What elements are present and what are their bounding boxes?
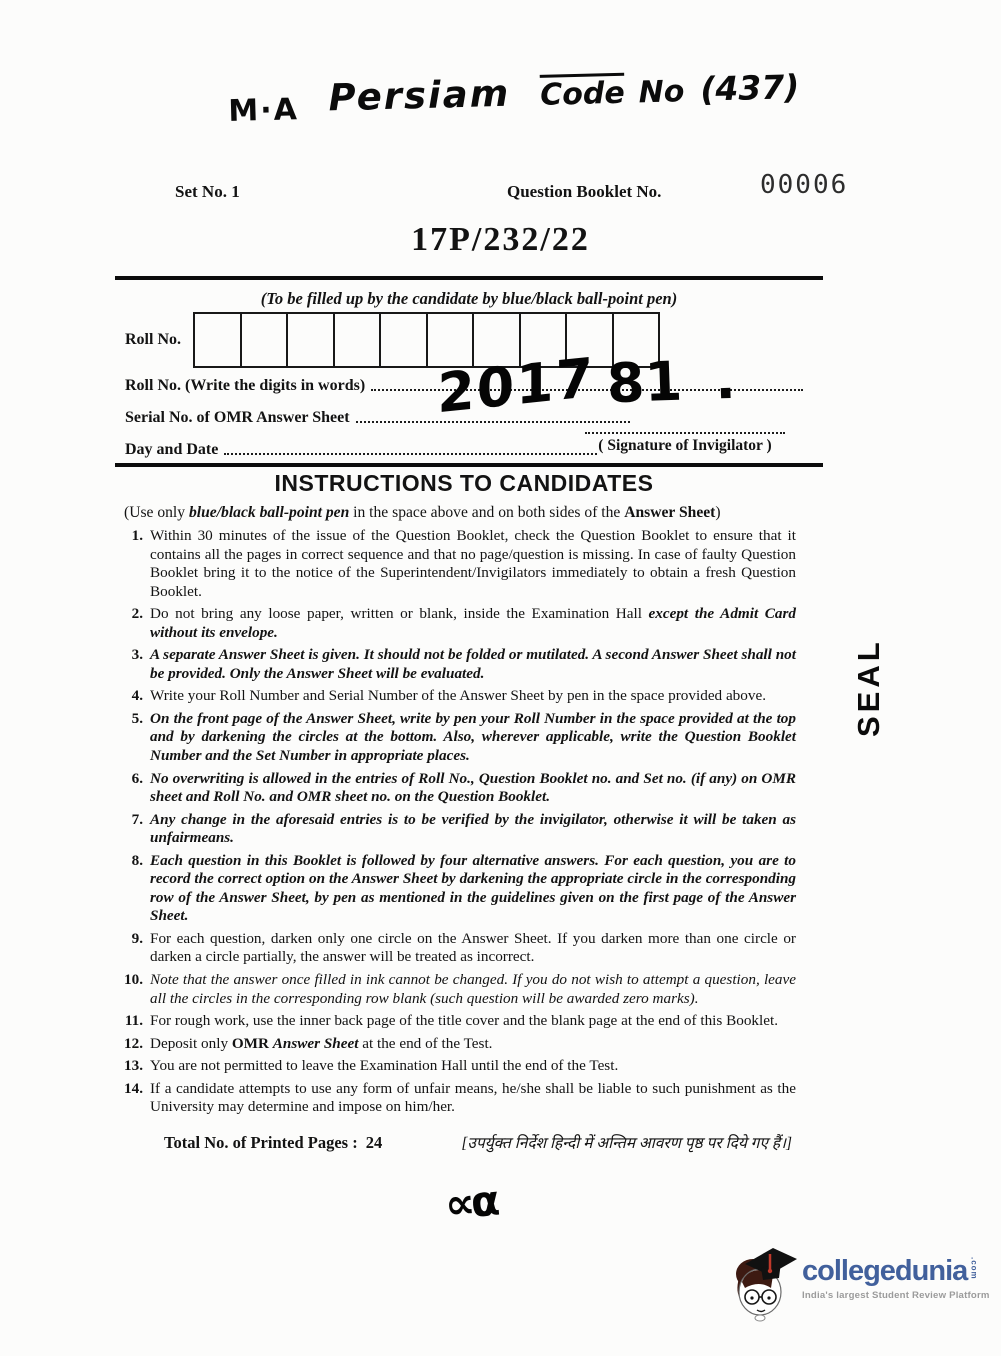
handwritten-course-title xyxy=(227,65,800,130)
text-segment: On the front page of the Answer Sheet, write by pen your Roll Number in the space provided at the top and by darkening the circles at the bottom. Also, wherever applicable, write the Question Booklet Number and the Set Number in appropriate places. xyxy=(150,709,796,765)
dotted-line xyxy=(585,426,785,434)
instruction-text xyxy=(150,1057,810,1076)
day-date-label: Day and Date xyxy=(125,441,219,458)
instruction-text xyxy=(150,852,810,926)
text-segment: ) xyxy=(715,504,721,521)
text-segment: Do not bring any loose paper, written or blank, inside the Examination Hall xyxy=(150,605,649,623)
fill-instruction-note: (To be filled up by the candidate by blue/black ball-point pen) xyxy=(260,289,678,308)
text-segment: For each question, darken only one circle on the Answer Sheet. If you darken more than one circle or darken a circle partially, the answer will be treated as incorrect. xyxy=(150,929,796,966)
roll-box-cell xyxy=(379,312,428,368)
handwritten-no-word: No xyxy=(638,74,685,111)
instruction-text xyxy=(150,1080,810,1117)
instruction-text xyxy=(150,811,810,848)
footer-row xyxy=(118,1131,810,1153)
instruction-item xyxy=(118,811,810,848)
instruction-item xyxy=(118,1035,810,1054)
set-number-label: Set No. 1 xyxy=(175,182,240,201)
text-segment: OMR xyxy=(231,1034,273,1052)
roll-no-label: Roll No. xyxy=(125,331,181,348)
instruction-number: 7. xyxy=(131,810,143,828)
invigilator-signature-block xyxy=(585,426,785,455)
instruction-text xyxy=(150,710,810,766)
instructions-section xyxy=(118,470,810,1153)
instruction-item xyxy=(118,930,810,967)
instruction-number: 14. xyxy=(124,1079,143,1097)
roll-box-cell xyxy=(240,312,289,368)
dotted-line xyxy=(224,453,597,455)
instructions-list xyxy=(118,527,810,1117)
instruction-text xyxy=(150,930,810,967)
handwritten-code-word: Code xyxy=(539,75,626,113)
text-segment: You are not permitted to leave the Examination Hall until the end of the Test. xyxy=(150,1057,619,1075)
handwritten-serial-entry: 2017 xyxy=(437,345,595,426)
text-segment: Answer Sheet xyxy=(272,1034,359,1052)
hindi-note: [उपर्युक्त निर्देश हिन्दी में अन्तिम आवरण पृष्ठ पर दिये गए हैं।] xyxy=(461,1134,792,1152)
text-segment: Any change in the aforesaid entries is to be verified by the invigilator, otherwise it will be taken as unfairmeans. xyxy=(150,810,796,847)
handwritten-mark: ∝α xyxy=(442,1175,498,1230)
logo-text xyxy=(802,1244,990,1322)
instruction-number: 12. xyxy=(124,1034,143,1052)
brand-tagline: India's largest Student Review Platform xyxy=(802,1290,990,1301)
dotted-line xyxy=(356,421,630,423)
text-segment: For rough work, use the inner back page of the title cover and the blank page at the end of this Booklet. xyxy=(150,1012,778,1030)
instruction-number: 11. xyxy=(124,1012,143,1030)
total-pages-label: Total No. of Printed Pages : xyxy=(164,1132,358,1152)
text-segment: at the end of the Test. xyxy=(358,1034,493,1052)
text-segment: Deposit only xyxy=(150,1034,232,1052)
brand-suffix: .com xyxy=(969,1257,979,1280)
text-segment: (Use only xyxy=(124,504,189,521)
instruction-text xyxy=(150,770,810,807)
text-segment: in the space above and on both sides of the xyxy=(349,504,625,521)
text-segment: except the Admit Card without its envelope. xyxy=(150,605,796,641)
roll-box-cell xyxy=(286,312,335,368)
brand-wordmark: collegedunia xyxy=(802,1255,968,1287)
instruction-item xyxy=(118,605,810,642)
text-segment: Answer Sheet xyxy=(624,504,716,521)
instruction-text xyxy=(150,971,810,1008)
instruction-item xyxy=(118,527,810,601)
instruction-item xyxy=(118,1080,810,1117)
instruction-number: 6. xyxy=(131,769,143,787)
instruction-text xyxy=(150,605,810,642)
text-segment: Each question in this Booklet is followed by four alternative answers. For each question, you are to record the correct option on the Answer Sheet by darkening the appropriate circle in the corresponding row of the Answer Sheet, by pen as mentioned in the guidelines given on the first page of the Answer Sheet. xyxy=(150,851,796,925)
instructions-title: INSTRUCTIONS TO CANDIDATES xyxy=(274,470,654,496)
instruction-number: 5. xyxy=(131,709,143,727)
collegedunia-logo xyxy=(733,1244,1001,1322)
question-booklet-label: Question Booklet No. xyxy=(507,182,662,201)
invigilator-signature-label: ( Signature of Invigilator ) xyxy=(598,437,772,454)
roll-box-cell xyxy=(193,312,242,368)
instruction-number: 2. xyxy=(131,605,143,623)
instruction-item xyxy=(118,1057,810,1076)
question-booklet-number: 00006 xyxy=(760,170,849,200)
text-segment: Write your Roll Number and Serial Number of the Answer Sheet by pen in the space provided above. xyxy=(150,687,767,705)
handwritten-code-number: (437) xyxy=(699,67,800,109)
instruction-number: 4. xyxy=(131,687,143,705)
instruction-number: 1. xyxy=(131,527,143,544)
day-date-row xyxy=(125,441,597,459)
total-pages xyxy=(164,1133,382,1153)
candidate-fill-section xyxy=(115,276,823,467)
text-segment: A separate Answer Sheet is given. It should not be folded or mutilated. A second Answer Sheet shall not be provided. Only the Answer Sheet will be evaluated. xyxy=(150,646,796,682)
roll-box-cell xyxy=(333,312,382,368)
total-pages-value: 24 xyxy=(365,1132,383,1152)
instruction-item xyxy=(118,710,810,766)
instruction-item xyxy=(118,971,810,1008)
instruction-item xyxy=(118,1012,810,1031)
text-segment: blue/black ball-point pen xyxy=(188,504,350,521)
seal-text: SEAL xyxy=(851,638,886,738)
roll-words-label: Roll No. (Write the digits in words) xyxy=(125,377,366,394)
text-segment: If a candidate attempts to use any form of unfair means, he/she shall be liable to such punishment as the University may determine and impose on him/her. xyxy=(150,1079,796,1116)
instruction-item xyxy=(118,646,810,683)
instruction-text xyxy=(150,687,810,706)
handwritten-subject: Persiam xyxy=(327,71,511,120)
instruction-text xyxy=(150,646,810,683)
instructions-intro xyxy=(118,504,810,522)
instruction-text xyxy=(150,527,810,601)
text-segment: No overwriting is allowed in the entries of Roll No., Question Booklet no. and Set no. (if any) on OMR sheet and Roll No. and OMR sheet no. on the Question Booklet. xyxy=(150,769,796,806)
instruction-text xyxy=(150,1035,810,1054)
text-segment: Note that the answer once filled in ink cannot be changed. If you do not wish to attempt a question, leave all the circles in the corresponding row blank (such question will be awarded zero marks). xyxy=(150,971,796,1007)
instruction-number: 10. xyxy=(124,971,143,989)
brand-row xyxy=(802,1257,990,1286)
instruction-number: 8. xyxy=(131,851,143,869)
instruction-item xyxy=(118,770,810,807)
instruction-number: 3. xyxy=(131,646,143,664)
instruction-item xyxy=(118,852,810,926)
omr-serial-label: Serial No. of OMR Answer Sheet xyxy=(125,409,350,426)
text-segment: Within 30 minutes of the issue of the Question Booklet, check the Question Booklet to ensure that it contains all the pages in correct sequence and that no page/question is missing. In case of faulty Question Booklet bring it to the notice of the Superintendent/Invigilators immediately to obtain a fresh Question Booklet. xyxy=(150,527,796,600)
instruction-item xyxy=(118,687,810,706)
instruction-number: 9. xyxy=(131,929,143,947)
handwritten-number-entry: 81 . xyxy=(605,347,737,416)
instruction-text xyxy=(150,1012,810,1031)
instruction-number: 13. xyxy=(124,1057,143,1075)
handwritten-degree: M·A xyxy=(227,92,300,130)
paper-code: 17P/232/22 xyxy=(411,221,590,258)
collegedunia-mascot-icon xyxy=(733,1244,797,1322)
